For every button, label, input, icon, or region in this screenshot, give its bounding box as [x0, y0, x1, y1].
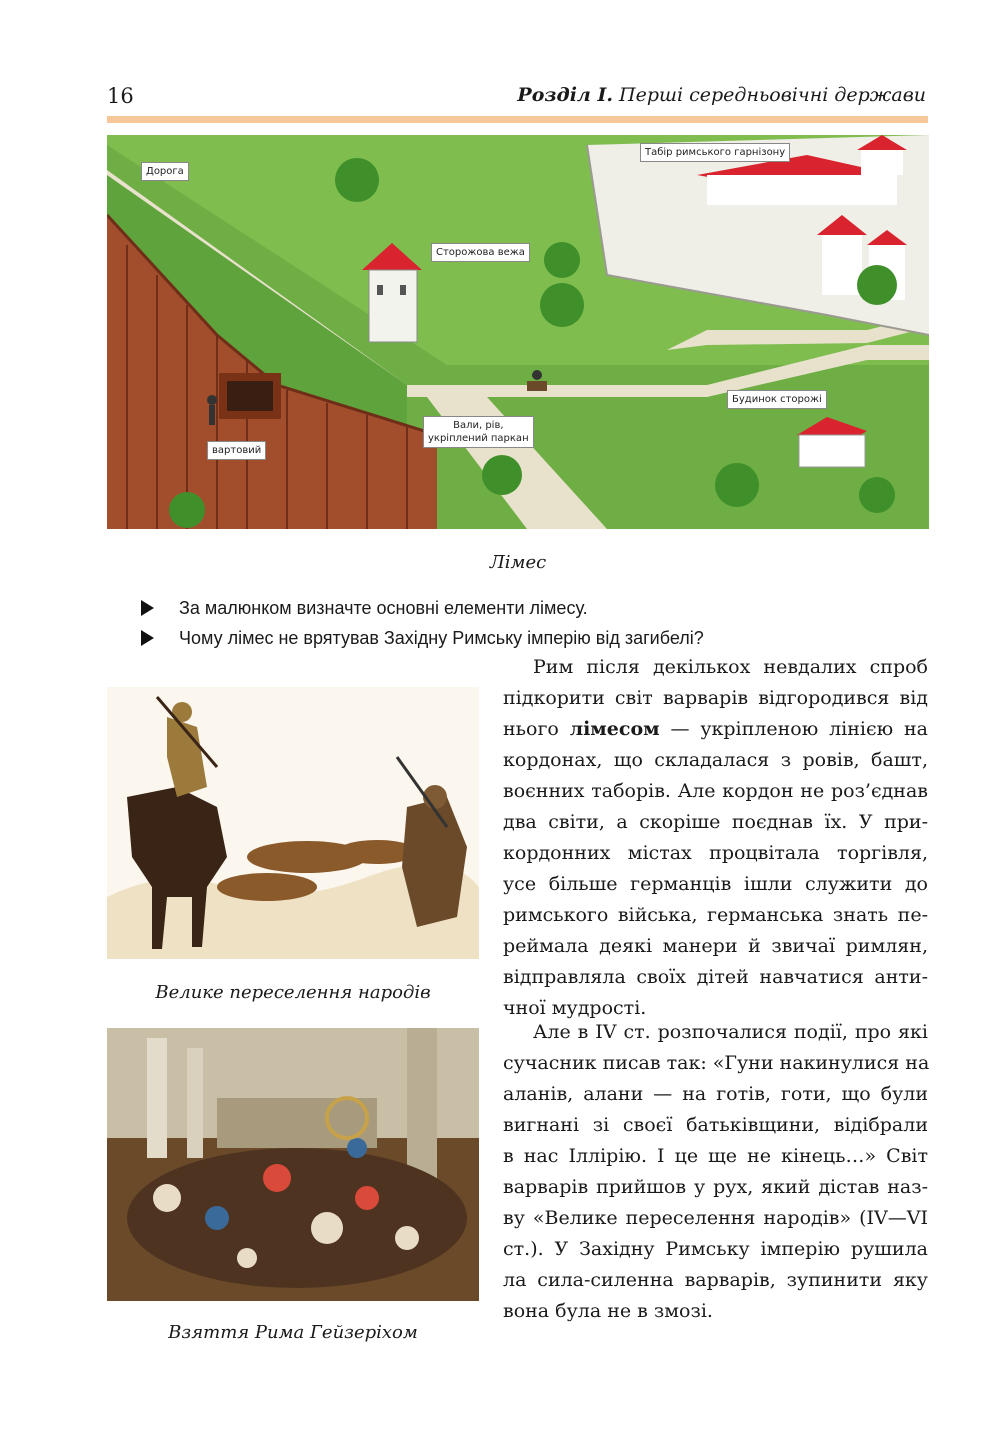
text-segment: — укріпленою лінією на [659, 718, 928, 740]
text-line: ву «Велике переселення народів» (IV—VI [503, 1207, 928, 1229]
header-rule [107, 116, 928, 123]
migration-drawing [107, 687, 479, 959]
task-text: За малюнком визначте основні елементи лімесу. [179, 598, 588, 618]
text-line: аланів, алани — на готів, готи, що були [503, 1083, 928, 1105]
text-line: два світи, а скоріше поєднав їх. У при- [503, 811, 928, 833]
paragraph-migration [503, 1017, 928, 1327]
text-line: реймала деякі манери й звичаї римлян, [503, 935, 928, 957]
text-line: кордонах, що складалася з ровів, башт, [503, 749, 928, 771]
text-line: сучасник писав так: «Гуни накинулися на [503, 1052, 930, 1074]
caption-rome-sack: Взяття Рима Гейзеріхом [168, 1322, 418, 1343]
text-line: кордонних містах процвітала торгівля, [503, 842, 928, 864]
caption-migration: Велике переселення народів [155, 982, 431, 1003]
text-line: вона була не в змозі. [503, 1300, 713, 1322]
limes-drawing [107, 135, 929, 529]
text-line: Але в IV ст. розпочалися події, про які [533, 1021, 928, 1043]
term-limes: лімесом [569, 718, 660, 740]
text-line: в нас Іллірію. І це ще не кінець…» Світ [503, 1145, 928, 1167]
label-guardhouse: Будинок сторожі [727, 390, 827, 409]
label-rampart-line1: Вали, рів, [453, 420, 504, 431]
section-number: Розділ І. [517, 84, 613, 106]
label-road: Дорога [141, 162, 189, 181]
text-line: вигнані зі своєї батьківщини, відібрали [503, 1114, 928, 1136]
sentry-figure [207, 395, 217, 405]
rome-sack-drawing [107, 1028, 479, 1301]
text-line: ст.). У Західну Римську імперію рушила [503, 1238, 928, 1260]
triangle-bullet-icon [141, 630, 154, 646]
text-line: воєнних таборів. Але кордон не роз’єднав [503, 780, 928, 802]
text-line: римського війська, германська знать пе- [503, 904, 928, 926]
label-tower: Сторожова вежа [431, 243, 530, 262]
paragraph-limes [503, 652, 928, 1024]
text-line: ла сила-силенна варварів, зупинити яку [503, 1269, 928, 1291]
rome-sack-illustration [107, 1028, 479, 1301]
text-line: варварів прийшов у рух, який дістав наз- [503, 1176, 928, 1198]
task-text: Чому лімес не врятував Західну Римську імперію від загибелі? [179, 628, 704, 648]
running-head [517, 84, 926, 106]
text-line: чної мудрості. [503, 997, 647, 1019]
page-number: 16 [107, 84, 134, 108]
rider-figure [532, 370, 542, 380]
label-rampart [423, 416, 534, 448]
label-camp: Табір римського гарнізону [640, 143, 790, 162]
text-line: Рим після декількох невдалих спроб [533, 656, 928, 678]
text-line: усе більше германців ішли служити до [503, 873, 928, 895]
label-rampart-line2: укріплений паркан [428, 433, 529, 444]
text-line: підкорити світ варварів відгородився від [503, 687, 928, 709]
limes-illustration [107, 135, 929, 529]
label-sentry: вартовий [207, 441, 266, 460]
text-line [503, 714, 928, 745]
migration-illustration [107, 687, 479, 959]
text-line: відправляла своїх дітей навчатися анти- [503, 966, 928, 988]
gate [219, 373, 281, 419]
text-segment: нього [503, 718, 570, 740]
caption-limes: Лімес [489, 552, 547, 573]
triangle-bullet-icon [141, 600, 154, 616]
section-title: Перші середньовічні держави [619, 84, 926, 106]
